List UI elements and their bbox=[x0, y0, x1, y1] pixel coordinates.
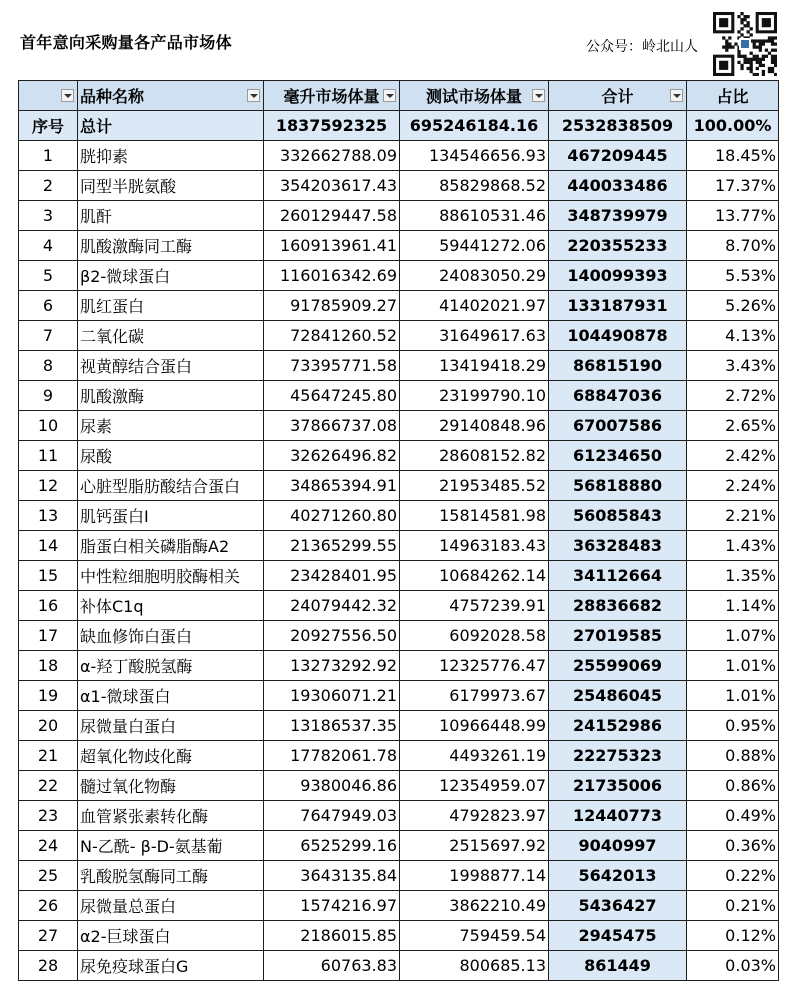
row-index: 8 bbox=[19, 351, 78, 381]
row-sum: 22275323 bbox=[549, 741, 687, 771]
row-sum: 5642013 bbox=[549, 861, 687, 891]
row-index: 7 bbox=[19, 321, 78, 351]
row-index: 22 bbox=[19, 771, 78, 801]
header-ml-volume[interactable]: 毫升市场体量 bbox=[264, 81, 400, 111]
row-share: 2.72% bbox=[687, 381, 779, 411]
row-test-volume: 29140848.96 bbox=[400, 411, 549, 441]
table-row bbox=[19, 711, 779, 741]
row-product-name: 二氧化碳 bbox=[78, 321, 264, 351]
row-sum: 27019585 bbox=[549, 621, 687, 651]
row-sum: 140099393 bbox=[549, 261, 687, 291]
row-ml-volume: 2186015.85 bbox=[264, 921, 400, 951]
row-ml-volume: 24079442.32 bbox=[264, 591, 400, 621]
row-test-volume: 28608152.82 bbox=[400, 441, 549, 471]
row-test-volume: 12325776.47 bbox=[400, 651, 549, 681]
row-product-name: 血管紧张素转化酶 bbox=[78, 801, 264, 831]
row-index: 12 bbox=[19, 471, 78, 501]
row-product-name: 尿免疫球蛋白G bbox=[78, 951, 264, 981]
row-test-volume: 3862210.49 bbox=[400, 891, 549, 921]
row-ml-volume: 9380046.86 bbox=[264, 771, 400, 801]
row-test-volume: 6092028.58 bbox=[400, 621, 549, 651]
table-row bbox=[19, 591, 779, 621]
filter-dropdown-icon[interactable] bbox=[670, 89, 683, 102]
row-share: 2.24% bbox=[687, 471, 779, 501]
row-share: 0.03% bbox=[687, 951, 779, 981]
row-share: 3.43% bbox=[687, 351, 779, 381]
row-ml-volume: 21365299.55 bbox=[264, 531, 400, 561]
row-product-name: 肌酸激酶 bbox=[78, 381, 264, 411]
row-share: 8.70% bbox=[687, 231, 779, 261]
row-index: 3 bbox=[19, 201, 78, 231]
row-index: 2 bbox=[19, 171, 78, 201]
row-index: 18 bbox=[19, 651, 78, 681]
row-share: 0.88% bbox=[687, 741, 779, 771]
row-product-name: 心脏型脂肪酸结合蛋白 bbox=[78, 471, 264, 501]
row-product-name: α-羟丁酸脱氢酶 bbox=[78, 651, 264, 681]
row-product-name: 尿微量白蛋白 bbox=[78, 711, 264, 741]
row-sum: 24152986 bbox=[549, 711, 687, 741]
row-index: 21 bbox=[19, 741, 78, 771]
row-product-name: 尿微量总蛋白 bbox=[78, 891, 264, 921]
table-row bbox=[19, 141, 779, 171]
table-row bbox=[19, 621, 779, 651]
table-row bbox=[19, 681, 779, 711]
row-share: 1.01% bbox=[687, 681, 779, 711]
row-ml-volume: 37866737.08 bbox=[264, 411, 400, 441]
total-test-volume: 695246184.16 bbox=[400, 111, 549, 141]
row-index: 6 bbox=[19, 291, 78, 321]
table-row bbox=[19, 561, 779, 591]
row-test-volume: 10966448.99 bbox=[400, 711, 549, 741]
row-test-volume: 21953485.52 bbox=[400, 471, 549, 501]
total-ml-volume: 1837592325 bbox=[264, 111, 400, 141]
row-sum: 68847036 bbox=[549, 381, 687, 411]
row-index: 17 bbox=[19, 621, 78, 651]
row-ml-volume: 17782061.78 bbox=[264, 741, 400, 771]
row-share: 0.95% bbox=[687, 711, 779, 741]
row-share: 1.14% bbox=[687, 591, 779, 621]
row-product-name: 超氧化物歧化酶 bbox=[78, 741, 264, 771]
row-ml-volume: 60763.83 bbox=[264, 951, 400, 981]
row-sum: 56818880 bbox=[549, 471, 687, 501]
table-row bbox=[19, 531, 779, 561]
row-ml-volume: 260129447.58 bbox=[264, 201, 400, 231]
row-index: 28 bbox=[19, 951, 78, 981]
header-test-volume[interactable]: 测试市场体量 bbox=[400, 81, 549, 111]
row-product-name: 脂蛋白相关磷脂酶A2 bbox=[78, 531, 264, 561]
row-ml-volume: 23428401.95 bbox=[264, 561, 400, 591]
total-index-label: 序号 bbox=[19, 111, 78, 141]
row-product-name: α2-巨球蛋白 bbox=[78, 921, 264, 951]
row-share: 18.45% bbox=[687, 141, 779, 171]
row-ml-volume: 34865394.91 bbox=[264, 471, 400, 501]
row-ml-volume: 73395771.58 bbox=[264, 351, 400, 381]
row-sum: 9040997 bbox=[549, 831, 687, 861]
row-share: 17.37% bbox=[687, 171, 779, 201]
row-sum: 36328483 bbox=[549, 531, 687, 561]
row-product-name: 尿酸 bbox=[78, 441, 264, 471]
table-row bbox=[19, 411, 779, 441]
row-product-name: 髓过氧化物酶 bbox=[78, 771, 264, 801]
row-product-name: 肌红蛋白 bbox=[78, 291, 264, 321]
row-test-volume: 6179973.67 bbox=[400, 681, 549, 711]
row-index: 26 bbox=[19, 891, 78, 921]
table-row bbox=[19, 441, 779, 471]
header-row bbox=[19, 81, 779, 111]
row-ml-volume: 40271260.80 bbox=[264, 501, 400, 531]
table-row bbox=[19, 921, 779, 951]
row-sum: 56085843 bbox=[549, 501, 687, 531]
row-share: 0.12% bbox=[687, 921, 779, 951]
row-ml-volume: 20927556.50 bbox=[264, 621, 400, 651]
row-share: 13.77% bbox=[687, 201, 779, 231]
header-product-name[interactable]: 品种名称 bbox=[78, 81, 264, 111]
header-share[interactable]: 占比 bbox=[687, 81, 779, 111]
total-row bbox=[19, 111, 779, 141]
row-index: 1 bbox=[19, 141, 78, 171]
row-index: 23 bbox=[19, 801, 78, 831]
row-index: 13 bbox=[19, 501, 78, 531]
row-sum: 34112664 bbox=[549, 561, 687, 591]
row-ml-volume: 32626496.82 bbox=[264, 441, 400, 471]
row-index: 27 bbox=[19, 921, 78, 951]
row-share: 4.13% bbox=[687, 321, 779, 351]
table-row bbox=[19, 651, 779, 681]
table-row bbox=[19, 891, 779, 921]
total-sum: 2532838509 bbox=[549, 111, 687, 141]
row-test-volume: 10684262.14 bbox=[400, 561, 549, 591]
table-row bbox=[19, 321, 779, 351]
account-label: 公众号：岭北山人 bbox=[586, 39, 698, 55]
row-share: 0.21% bbox=[687, 891, 779, 921]
row-test-volume: 13419418.29 bbox=[400, 351, 549, 381]
row-ml-volume: 13273292.92 bbox=[264, 651, 400, 681]
table-row bbox=[19, 171, 779, 201]
row-ml-volume: 72841260.52 bbox=[264, 321, 400, 351]
row-index: 25 bbox=[19, 861, 78, 891]
filter-dropdown-icon[interactable] bbox=[383, 89, 396, 102]
row-product-name: 同型半胱氨酸 bbox=[78, 171, 264, 201]
filter-dropdown-icon[interactable] bbox=[247, 89, 260, 102]
row-sum: 133187931 bbox=[549, 291, 687, 321]
row-ml-volume: 6525299.16 bbox=[264, 831, 400, 861]
table-row bbox=[19, 381, 779, 411]
row-ml-volume: 116016342.69 bbox=[264, 261, 400, 291]
row-sum: 104490878 bbox=[549, 321, 687, 351]
row-test-volume: 12354959.07 bbox=[400, 771, 549, 801]
row-product-name: β2-微球蛋白 bbox=[78, 261, 264, 291]
filter-dropdown-icon[interactable] bbox=[61, 89, 74, 102]
table-row bbox=[19, 951, 779, 981]
row-test-volume: 31649617.63 bbox=[400, 321, 549, 351]
row-product-name: 乳酸脱氢酶同工酶 bbox=[78, 861, 264, 891]
row-ml-volume: 91785909.27 bbox=[264, 291, 400, 321]
row-product-name: 尿素 bbox=[78, 411, 264, 441]
row-share: 0.22% bbox=[687, 861, 779, 891]
filter-dropdown-icon[interactable] bbox=[532, 89, 545, 102]
row-index: 14 bbox=[19, 531, 78, 561]
row-test-volume: 14963183.43 bbox=[400, 531, 549, 561]
row-index: 11 bbox=[19, 441, 78, 471]
row-index: 9 bbox=[19, 381, 78, 411]
row-product-name: 肌酐 bbox=[78, 201, 264, 231]
table-row bbox=[19, 801, 779, 831]
row-sum: 440033486 bbox=[549, 171, 687, 201]
header-index[interactable] bbox=[19, 81, 78, 111]
row-product-name: α1-微球蛋白 bbox=[78, 681, 264, 711]
row-ml-volume: 1574216.97 bbox=[264, 891, 400, 921]
table-row bbox=[19, 471, 779, 501]
table-row bbox=[19, 291, 779, 321]
row-test-volume: 4792823.97 bbox=[400, 801, 549, 831]
row-product-name: N-乙酰- β-D-氨基葡 bbox=[78, 831, 264, 861]
table-row bbox=[19, 861, 779, 891]
row-test-volume: 24083050.29 bbox=[400, 261, 549, 291]
row-test-volume: 800685.13 bbox=[400, 951, 549, 981]
row-share: 1.35% bbox=[687, 561, 779, 591]
table-row bbox=[19, 831, 779, 861]
row-share: 2.65% bbox=[687, 411, 779, 441]
row-test-volume: 41402021.97 bbox=[400, 291, 549, 321]
row-index: 15 bbox=[19, 561, 78, 591]
row-share: 5.26% bbox=[687, 291, 779, 321]
row-ml-volume: 13186537.35 bbox=[264, 711, 400, 741]
row-product-name: 缺血修饰白蛋白 bbox=[78, 621, 264, 651]
row-sum: 61234650 bbox=[549, 441, 687, 471]
row-product-name: 补体C1q bbox=[78, 591, 264, 621]
row-test-volume: 23199790.10 bbox=[400, 381, 549, 411]
qr-code-icon bbox=[713, 12, 777, 76]
table-row bbox=[19, 261, 779, 291]
row-index: 16 bbox=[19, 591, 78, 621]
table-row bbox=[19, 351, 779, 381]
row-sum: 25486045 bbox=[549, 681, 687, 711]
row-ml-volume: 45647245.80 bbox=[264, 381, 400, 411]
header-sum[interactable]: 合计 bbox=[549, 81, 687, 111]
row-sum: 28836682 bbox=[549, 591, 687, 621]
row-ml-volume: 332662788.09 bbox=[264, 141, 400, 171]
table-row bbox=[19, 201, 779, 231]
row-product-name: 视黄醇结合蛋白 bbox=[78, 351, 264, 381]
row-share: 0.36% bbox=[687, 831, 779, 861]
row-test-volume: 2515697.92 bbox=[400, 831, 549, 861]
row-sum: 67007586 bbox=[549, 411, 687, 441]
total-share: 100.00% bbox=[687, 111, 779, 141]
row-index: 5 bbox=[19, 261, 78, 291]
table-row bbox=[19, 231, 779, 261]
row-share: 5.53% bbox=[687, 261, 779, 291]
row-sum: 86815190 bbox=[549, 351, 687, 381]
row-index: 24 bbox=[19, 831, 78, 861]
page-title: 首年意向采购量各产品市场体 bbox=[20, 33, 232, 52]
row-share: 2.42% bbox=[687, 441, 779, 471]
row-test-volume: 59441272.06 bbox=[400, 231, 549, 261]
row-sum: 21735006 bbox=[549, 771, 687, 801]
row-share: 1.43% bbox=[687, 531, 779, 561]
row-share: 0.86% bbox=[687, 771, 779, 801]
row-index: 10 bbox=[19, 411, 78, 441]
table-row bbox=[19, 771, 779, 801]
row-share: 2.21% bbox=[687, 501, 779, 531]
total-name-label: 总计 bbox=[78, 111, 264, 141]
row-test-volume: 1998877.14 bbox=[400, 861, 549, 891]
row-test-volume: 134546656.93 bbox=[400, 141, 549, 171]
row-index: 20 bbox=[19, 711, 78, 741]
row-sum: 467209445 bbox=[549, 141, 687, 171]
row-test-volume: 15814581.98 bbox=[400, 501, 549, 531]
row-product-name: 胱抑素 bbox=[78, 141, 264, 171]
row-test-volume: 4493261.19 bbox=[400, 741, 549, 771]
row-test-volume: 4757239.91 bbox=[400, 591, 549, 621]
row-index: 19 bbox=[19, 681, 78, 711]
row-share: 1.07% bbox=[687, 621, 779, 651]
row-product-name: 肌钙蛋白I bbox=[78, 501, 264, 531]
row-test-volume: 759459.54 bbox=[400, 921, 549, 951]
table-row bbox=[19, 741, 779, 771]
row-test-volume: 88610531.46 bbox=[400, 201, 549, 231]
row-sum: 2945475 bbox=[549, 921, 687, 951]
row-sum: 861449 bbox=[549, 951, 687, 981]
row-ml-volume: 3643135.84 bbox=[264, 861, 400, 891]
row-share: 1.01% bbox=[687, 651, 779, 681]
row-sum: 5436427 bbox=[549, 891, 687, 921]
row-index: 4 bbox=[19, 231, 78, 261]
row-ml-volume: 160913961.41 bbox=[264, 231, 400, 261]
row-test-volume: 85829868.52 bbox=[400, 171, 549, 201]
row-sum: 220355233 bbox=[549, 231, 687, 261]
data-table bbox=[18, 80, 779, 981]
row-sum: 12440773 bbox=[549, 801, 687, 831]
table-row bbox=[19, 501, 779, 531]
row-ml-volume: 354203617.43 bbox=[264, 171, 400, 201]
row-sum: 348739979 bbox=[549, 201, 687, 231]
row-ml-volume: 7647949.03 bbox=[264, 801, 400, 831]
row-sum: 25599069 bbox=[549, 651, 687, 681]
row-ml-volume: 19306071.21 bbox=[264, 681, 400, 711]
row-product-name: 中性粒细胞明胶酶相关 bbox=[78, 561, 264, 591]
row-share: 0.49% bbox=[687, 801, 779, 831]
row-product-name: 肌酸激酶同工酶 bbox=[78, 231, 264, 261]
